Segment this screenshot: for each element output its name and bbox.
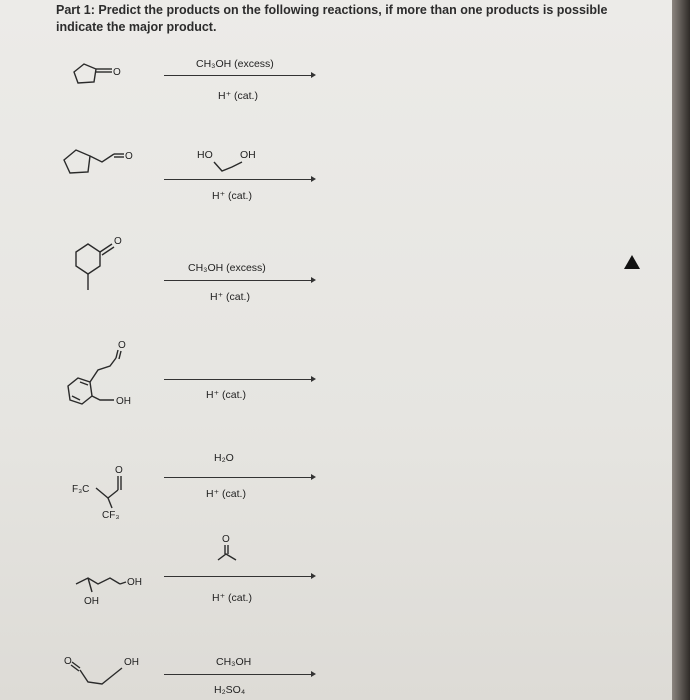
molecule-methylcyclohexanone — [66, 230, 136, 296]
acetone-oxygen-label: O — [222, 534, 230, 545]
reaction-arrow-1 — [164, 75, 312, 76]
reagent-bottom-1: H⁺ (cat.) — [218, 90, 258, 102]
reagent-top-7: CH₃OH — [216, 656, 252, 668]
carbonyl-oxygen-label: O — [64, 656, 72, 667]
hydroxyl-label: OH — [116, 396, 131, 407]
reagent-top-5: H₂O — [214, 452, 234, 464]
carbonyl-oxygen-label: O — [125, 151, 133, 162]
reaction-arrow-7 — [164, 674, 312, 675]
reaction-arrow-3 — [164, 280, 312, 281]
reagent-bottom-3: H⁺ (cat.) — [210, 291, 250, 303]
carbonyl-oxygen-label: O — [113, 67, 121, 78]
reagent-bottom-4: H⁺ (cat.) — [206, 389, 246, 401]
reagent-top-1: CH₃OH (excess) — [196, 58, 274, 70]
reagent-top-left-2: HO — [197, 149, 213, 161]
reaction-arrow-6 — [164, 576, 312, 577]
reaction-arrow-5 — [164, 477, 312, 478]
reagent-bottom-5: H⁺ (cat.) — [206, 488, 246, 500]
f3c-label: F₃C — [72, 484, 90, 495]
molecule-hydroxy-aryl-aldehyde — [58, 340, 168, 420]
carbonyl-oxygen-label: O — [114, 236, 122, 247]
hydroxyl-label: OH — [124, 657, 139, 668]
hydroxyl-label-2: OH — [84, 596, 99, 607]
carbonyl-oxygen-label: O — [115, 465, 123, 476]
molecule-diol — [70, 562, 170, 612]
reagent-bottom-7: H₂SO₄ — [214, 684, 246, 696]
molecule-hydroxy-aldehyde — [64, 648, 174, 694]
worksheet-heading: Part 1: Predict the products on the following reactions, if more than one products is possible indicate the major product. — [56, 3, 608, 34]
hydroxyl-label-1: OH — [127, 577, 142, 588]
cf3-label: CF₃ — [102, 510, 120, 521]
reagent-bottom-2: H⁺ (cat.) — [212, 190, 252, 202]
reagent-top-right-2: OH — [240, 149, 256, 161]
molecule-cyclopentanone — [66, 58, 136, 94]
ethylene-glycol-chain — [212, 161, 252, 175]
molecule-trifluoromethyl-ketone — [72, 460, 162, 530]
carbonyl-oxygen-label: O — [118, 340, 126, 351]
reagent-bottom-6: H⁺ (cat.) — [212, 592, 252, 604]
screen-edge — [672, 0, 690, 700]
reaction-arrow-4 — [164, 379, 312, 380]
molecule-cyclopentyl-acetaldehyde — [58, 144, 158, 184]
reaction-arrow-2 — [164, 179, 312, 180]
mouse-pointer-icon — [624, 255, 640, 269]
acetone-reagent — [216, 532, 256, 568]
reagent-top-3: CH₃OH (excess) — [188, 262, 266, 274]
